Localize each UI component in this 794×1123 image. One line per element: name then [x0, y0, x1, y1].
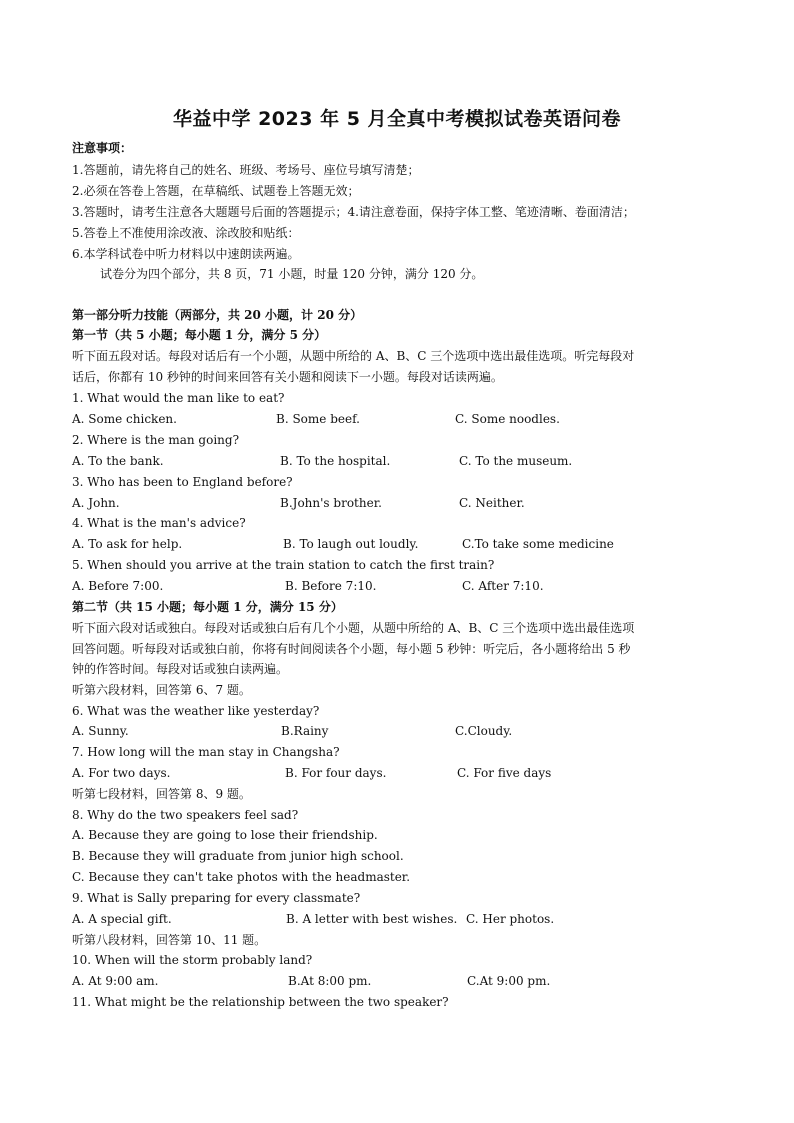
section2-heading: 第二节（共 15 小题；每小题 1 分，满分 15 分）: [72, 600, 343, 614]
material-heading: 听第六段材料，回答第 6、7 题。: [72, 683, 251, 697]
note-item: 3.答题时，请考生注意各大题题号后面的答题提示；4.请注意卷面，保持字体工整、笔迹清晰、卷面清洁；: [72, 205, 635, 219]
option-b: B. Before 7:10.: [285, 579, 377, 593]
option-a: A. Because they are going to lose their friendship.: [72, 828, 378, 842]
option-b: B. To the hospital.: [280, 454, 391, 468]
section1-instructions: 听下面五段对话。每段对话后有一个小题，从题中所给的 A、B、C 三个选项中选出最佳选项。听完每段对: [72, 349, 635, 363]
option-a: A. Some chicken.: [72, 412, 177, 426]
option-c: C. To the museum.: [459, 454, 573, 468]
option-c: C. Some noodles.: [455, 412, 560, 426]
option-b: B.Rainy: [281, 724, 329, 738]
option-c: C. After 7:10.: [462, 579, 544, 593]
option-a: A. To ask for help.: [72, 537, 183, 551]
option-c: C.To take some medicine: [462, 537, 614, 551]
material-heading: 听第七段材料，回答第 8、9 题。: [72, 787, 251, 801]
note-item: 5.答卷上不准使用涂改液、涂改胶和贴纸：: [72, 226, 300, 240]
question-11: 11. What might be the relationship between the two speaker?: [72, 995, 449, 1009]
option-c: C.Cloudy.: [455, 724, 513, 738]
question-5: 5. When should you arrive at the train station to catch the first train?: [72, 558, 495, 572]
section1-instructions: 话后，你都有 10 秒钟的时间来回答有关小题和阅读下一小题。每段对话读两遍。: [72, 370, 503, 384]
part1-heading: 第一部分听力技能（两部分，共 20 小题，计 20 分）: [72, 308, 363, 322]
option-b: B.John's brother.: [280, 496, 382, 510]
exam-title: 华益中学 2023 年 5 月全真中考模拟试卷英语问卷: [172, 108, 622, 130]
option-c: C. Because they can't take photos with the headmaster.: [72, 870, 411, 884]
option-a: A. At 9:00 am.: [72, 974, 159, 988]
option-c: C. Neither.: [459, 496, 525, 510]
question-10: 10. When will the storm probably land?: [72, 953, 313, 967]
option-a: A. To the bank.: [72, 454, 164, 468]
option-b: B. To laugh out loudly.: [283, 537, 419, 551]
option-a: A. A special gift.: [72, 912, 172, 926]
option-b: B. Some beef.: [276, 412, 360, 426]
question-3: 3. Who has been to England before?: [72, 475, 293, 489]
option-c: C. For five days: [457, 766, 552, 780]
option-b: B. Because they will graduate from junior high school.: [72, 849, 404, 863]
material-heading: 听第八段材料，回答第 10、11 题。: [72, 933, 267, 947]
note-item: 6.本学科试卷中听力材料以中速朗读两遍。: [72, 247, 300, 261]
question-1: 1. What would the man like to eat?: [72, 391, 285, 405]
section2-instructions: 听下面六段对话或独白。每段对话或独白后有几个小题，从题中所给的 A、B、C 三个选项中选出最佳选项: [72, 621, 635, 635]
option-a: A. For two days.: [72, 766, 171, 780]
notes-heading: 注意事项：: [72, 141, 133, 155]
question-6: 6. What was the weather like yesterday?: [72, 704, 320, 718]
option-a: A. John.: [72, 496, 120, 510]
option-a: A. Before 7:00.: [72, 579, 164, 593]
question-4: 4. What is the man's advice?: [72, 516, 246, 530]
note-item: 1.答题前，请先将自己的姓名、班级、考场号、座位号填写清楚；: [72, 163, 420, 177]
option-a: A. Sunny.: [72, 724, 129, 738]
exam-summary: 试卷分为四个部分，共 8 页，71 小题，时量 120 分钟，满分 120 分。: [100, 267, 484, 281]
option-c: C.At 9:00 pm.: [467, 974, 551, 988]
option-c: C. Her photos.: [466, 912, 555, 926]
section1-heading: 第一节（共 5 小题；每小题 1 分，满分 5 分）: [72, 328, 327, 342]
section2-instructions: 钟的作答时间。每段对话或独白读两遍。: [72, 662, 289, 676]
option-b: B.At 8:00 pm.: [288, 974, 372, 988]
option-b: B. A letter with best wishes.: [286, 912, 458, 926]
note-item: 2.必须在答卷上答题，在草稿纸、试题卷上答题无效；: [72, 184, 360, 198]
question-9: 9. What is Sally preparing for every classmate?: [72, 891, 361, 905]
question-8: 8. Why do the two speakers feel sad?: [72, 808, 299, 822]
question-7: 7. How long will the man stay in Changsha?: [72, 745, 340, 759]
question-2: 2. Where is the man going?: [72, 433, 240, 447]
option-b: B. For four days.: [285, 766, 387, 780]
section2-instructions: 回答问题。听每段对话或独白前，你将有时间阅读各个小题，每小题 5 秒钟：听完后，各小题将给出 5 秒: [72, 642, 631, 656]
